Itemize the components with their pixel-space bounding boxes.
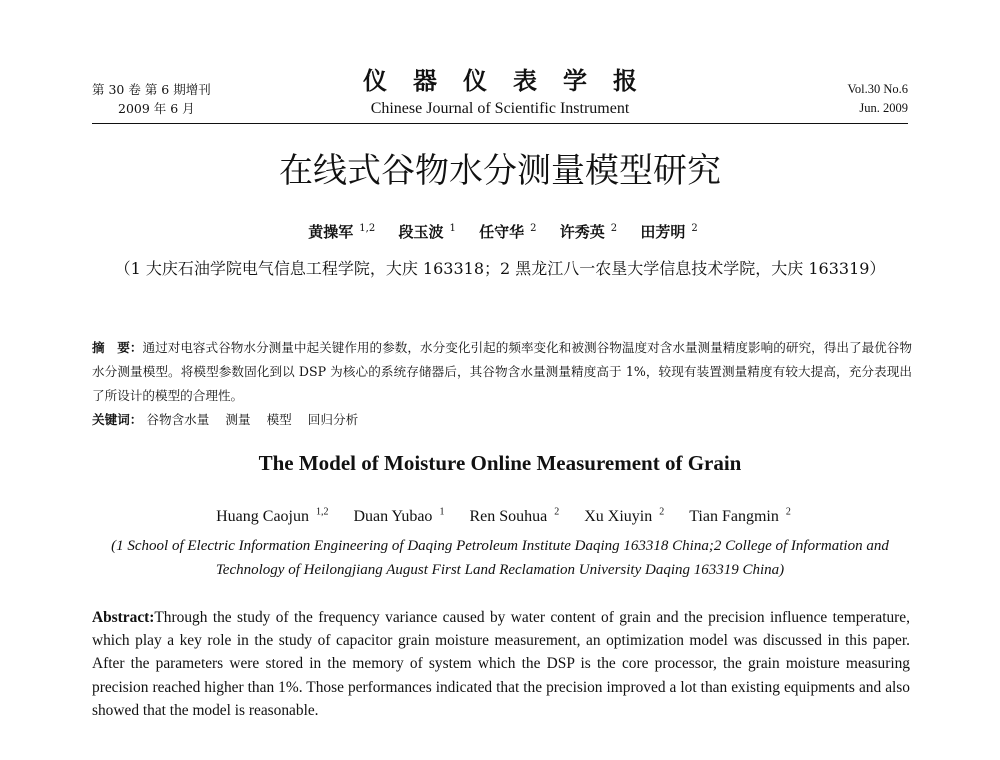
journal-title-cn: 仪器仪表学报 (363, 66, 663, 95)
affiliation-cn: （1 大庆石油学院电气信息工程学院，大庆 163318；2 黑龙江八一农垦大学信息技术学院，大庆 163319） (114, 259, 886, 278)
header-volume-block (92, 80, 211, 118)
author-cn: 许秀英 $^2$ (559, 223, 618, 241)
header-date-en: Jun. 2009 (859, 101, 908, 115)
header-date-cn: 2009 年 6 月 (118, 101, 195, 116)
keyword: 测量 (225, 412, 251, 427)
header-rule (92, 123, 908, 124)
author-en: Tian Fangmin $^2$ (689, 507, 791, 526)
abstract-label-cn: 摘 要： (92, 340, 143, 355)
journal-masthead (330, 66, 670, 120)
abstract-cn (92, 336, 912, 408)
author-list-en (0, 507, 1000, 526)
keyword: 谷物含水量 (146, 412, 210, 427)
author-cn: 黄操军 $^{1,2}$ (308, 223, 376, 241)
affiliation-en: (1 School of Electric Information Engineering of Daqing Petroleum Institute Daqing 163318 China;2 College of Information and Technology of Heilongjiang August First Land Reclamation University Daqing 163319 China) (111, 538, 889, 578)
article-title-en: The Model of Moisture Online Measurement of Grain (258, 451, 742, 475)
author-en: Ren Souhua $^2$ (469, 507, 560, 526)
author-cn: 任守华 $^2$ (479, 223, 537, 241)
article-title-cn: 在线式谷物水分测量模型研究 (279, 151, 721, 191)
keywords-label-cn: 关键词： (92, 412, 143, 427)
author-en: Xu Xiuyin $^2$ (584, 507, 665, 526)
keyword: 模型 (266, 412, 292, 427)
header-volume-cn: 第 30 卷 第 6 期增刊 (92, 82, 211, 97)
keywords-cn (92, 410, 912, 430)
abstract-label-en: Abstract: (92, 609, 155, 626)
header-issue-block (847, 80, 908, 118)
author-list-cn (0, 221, 1000, 242)
header-volume-en: Vol.30 No.6 (847, 82, 908, 96)
keyword: 回归分析 (307, 412, 359, 427)
author-cn: 段玉波 $^1$ (398, 223, 456, 241)
journal-title-en: Chinese Journal of Scientific Instrument (370, 100, 630, 117)
abstract-text-cn: 通过对电容式谷物水分测量中起关键作用的参数，水分变化引起的频率变化和被测谷物温度对含水量测量精度影响的研究，得出了最优谷物水分测量模型。将模型参数固化到以 DSP 为核心的系统存储器后，其谷物含水量测量精度高于 1%，较现有装置测量精度有较大提高，充分表现出了所设计的模型的合理性。 (92, 340, 913, 403)
abstract-en (92, 606, 910, 722)
author-en: Huang Caojun $^{1,2}$ (216, 507, 329, 526)
abstract-text-en: Through the study of the frequency variance caused by water content of grain and the precision influence temperature, which play a key role in the study of capacitor grain moisture measurement, an optimization model was discussed in this paper. After the parameters were stored in the memory of system which the DSP is the core processor, the grain moisture measuring precision reached higher than 1%. Those performances indicated that the precision improved a lot than existing equipments and also showed that the model is reasonable. (92, 609, 910, 719)
author-cn: 田芳明 $^2$ (640, 223, 698, 241)
author-en: Duan Yubao $^1$ (353, 507, 445, 526)
